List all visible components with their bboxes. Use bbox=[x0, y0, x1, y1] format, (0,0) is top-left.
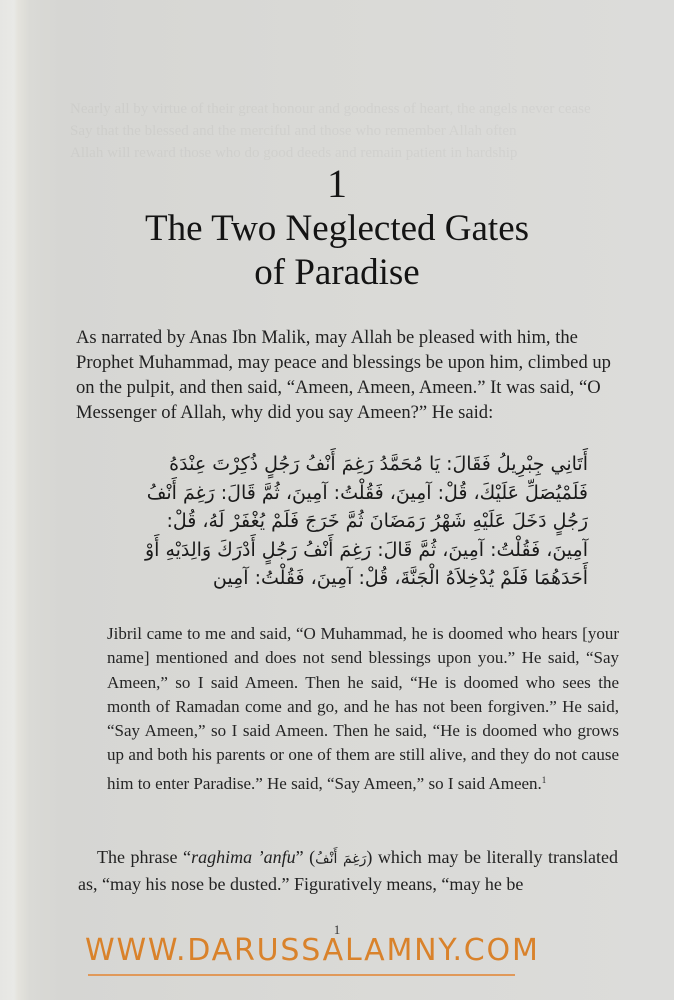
phrase-prefix: The phrase “ bbox=[97, 847, 192, 867]
watermark-url: WWW.DARUSSALAMNY.COM bbox=[85, 933, 540, 968]
arabic-line: آمِينَ، فَقُلْتُ: آمِينَ، ثُمَّ قَالَ: رَغِمَ أَنْفُ رَجُلٍ أَدْرَكَ وَالِدَيْهِ أَوْ bbox=[144, 538, 588, 561]
page-number: 1 bbox=[333, 922, 341, 937]
watermark-underline bbox=[88, 974, 515, 976]
intro-paragraph: As narrated by Anas Ibn Malik, may Allah be pleased with him, the Prophet Muhammad, may peace and blessings be upon him, climbed up on the pulpit, and then said, “Ameen, Ameen, Ameen.” It was said, “O Messenger of Allah, why did you say Ameen?” He said: bbox=[76, 327, 611, 423]
chapter-title-line-2: of Paradise bbox=[254, 252, 420, 293]
chapter-number: 1 bbox=[327, 161, 347, 206]
arabic-line: أَحَدَهُمَا فَلَمْ يُدْخِلاَهُ الْجَنَّةَ، قُلْ: آمِينَ، فَقُلْتُ: آمِين bbox=[212, 567, 588, 589]
phrase-arabic: رَغِمَ أَنْفُ bbox=[315, 851, 367, 867]
chapter-title-line-1: The Two Neglected Gates bbox=[144, 208, 530, 249]
arabic-line: رَجُلٍ دَخَلَ عَلَيْهِ شَهْرُ رَمَضَانَ ثُمَّ خَرَجَ فَلَمْ يُغْفَرْ لَهُ، قُلْ: bbox=[166, 510, 588, 532]
hadith-translation-text: Jibril came to me and said, “O Muhammad, he is doomed who hears [your name] mentioned and does not send blessings upon you.” He said, “Say Ameen,” so I said Ameen. Then he said, “He is doomed who sees the month of Ramadan come and go, and he has not been forgiven.” He said, “Say Ameen,” so I said Ameen. Then he said, “He is doomed who grows up and both his parents or one of them are still alive, and they do not cause him to enter Paradise.” He said, “Say Ameen,” so I said Ameen. bbox=[107, 624, 619, 793]
hadith-translation-block bbox=[107, 622, 619, 796]
chapter-title bbox=[0, 207, 674, 295]
bleed-through-text: Allah will reward those who do good deeds and remain patient in hardship bbox=[70, 145, 518, 161]
arabic-line: فَلَمْيُصَلِّ عَلَيْكَ، قُلْ: آمِينَ، فَقُلْتُ: آمِينَ، ثُمَّ قَالَ: رَغِمَ أَنْفُ bbox=[146, 481, 588, 504]
arabic-hadith-text bbox=[120, 450, 588, 593]
footnote-marker[interactable]: 1 bbox=[541, 774, 547, 785]
arabic-line: أَتَانِي جِبْرِيلُ فَقَالَ: يَا مُحَمَّدُ رَغِمَ أَنْفُ رَجُلٍ ذُكِرْتَ عِنْدَهُ bbox=[169, 453, 588, 475]
phrase-after-translit: ” ( bbox=[295, 847, 316, 867]
transliteration: raghima ’anfu bbox=[191, 847, 296, 867]
phrase-paragraph bbox=[78, 845, 618, 897]
phrase-suffix: ) which may be literally translated as, “may his nose be dusted.” Figuratively means, “may he be bbox=[78, 847, 619, 894]
bleed-through-text: Nearly all by virtue of their great honour and goodness of heart, the angels never cease bbox=[70, 101, 591, 117]
bleed-through-text: Say that the blessed and the merciful and those who remember Allah often bbox=[70, 123, 517, 139]
